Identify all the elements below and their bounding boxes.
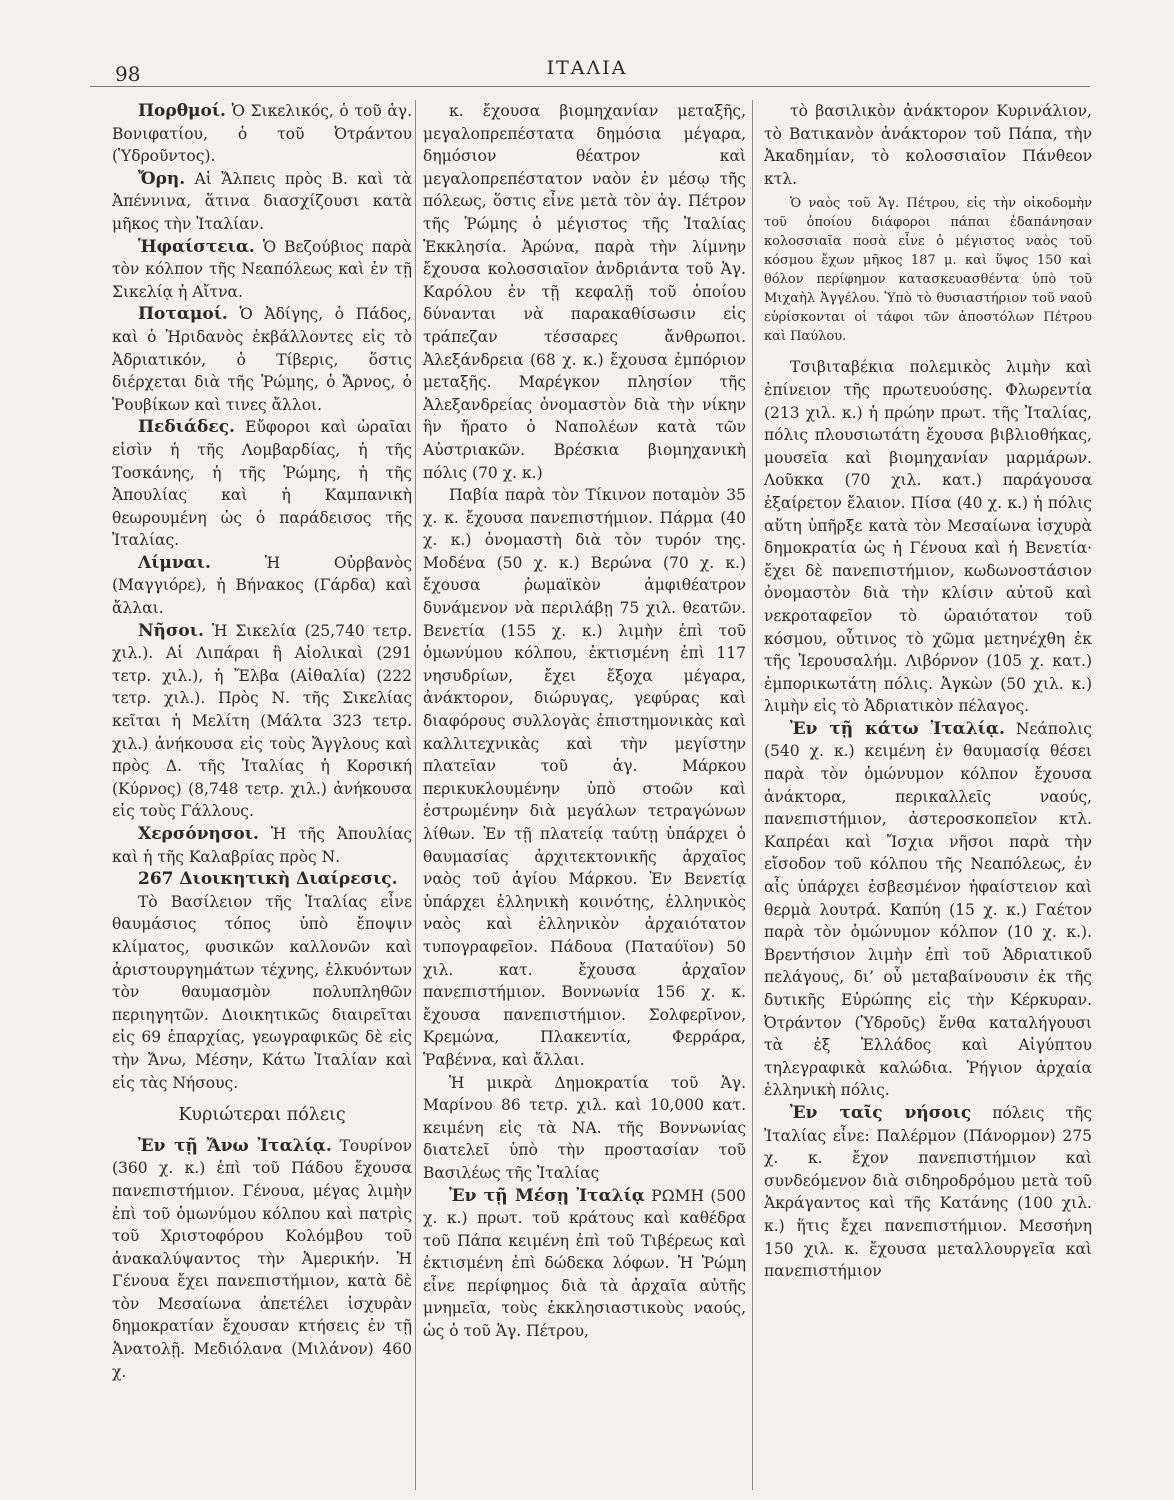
paragraph-text: Αἱ Ἄλπεις πρὸς Β. καὶ τὰ Ἀπέννινα, ἅτινα διασχίζουσι κατὰ μῆκος τὴν Ἰταλίαν. [112,169,412,233]
column-3 [764,100,1092,1485]
paragraph-text: Νεάπολις (540 χ. κ.) κειμένη ἐν θαυμασίᾳ θέσει παρὰ τὸν ὁμώνυμον κόλπον ἔχουσα ἀνάκτορα, περικαλλεῖς ναούς, πανεπιστήμιον, ἀστεροσκοπεῖον κτλ. Καπρέαι καὶ Ἴσχια νῆσοι παρὰ τὴν εἴσοδον τοῦ κόλπου τῆς Νεαπόλεως, ἐν αἷς ὑπάρχει ἐσβεσμένον ἡφαίστειον καὶ θερμὰ λουτρά. Καπύη (15 χ. κ.) Γαέτον παρὰ τὸν ὁμώνυμον κόλπον (10 χ. κ.). Βρεντήσιον λιμὴν ἐπὶ τοῦ Ἀδριατικοῦ πελάγους, δι’ οὗ μεταβαίνουσιν ἐκ τῆς δυτικῆς Εὐρώπης εἰς τὴν Κέρκυραν. Ὀτράντον (Ὑδροῦς) ἔνθα καταλήγουσι τὰ ἐξ Ἑλλάδος καὶ Αἰγύπτου τηλεγραφικὰ καλώδια. Ῥήγιον ἀρχαία ἑλληνικὴ πόλις. [764,719,1092,1100]
text-paragraph [112,303,412,416]
paragraph-lead: Χερσόνησοι. [138,824,259,844]
paragraph-lead: Ὄρη. [138,168,186,189]
text-paragraph [764,718,1092,1102]
section-heading: Κυριώτεραι πόλεις [178,1105,346,1126]
paragraph-lead: 267 Διοικητικὴ Διαίρεσις. [138,869,398,890]
paragraph-text: Τὸ Βασίλειον τῆς Ἰταλίας εἶνε θαυμάσιος τόπος ὑπὸ ἔποψιν κλίματος, φυσικῶν καλλονῶν καὶ ἀριστουργημάτων τέχνης, ἑλκυόντων τὸν θαυμασμὸν πολυπληθῶν περιηγητῶν. Διοικητικῶς διαιρεῖται εἰς 69 ἐπαρχίας, γεωγραφικῶς δὲ εἰς τὴν Ἄνω, Μέσην, Κάτω Ἰταλίαν καὶ εἰς τὰς Νήσους. [112,892,412,1092]
paragraph-lead: Ποταμοί. [138,304,228,325]
text-paragraph [764,1102,1092,1283]
text-paragraph [112,168,412,236]
paragraph-text: Ἡ τῆς Ἀπουλίας καὶ ἡ τῆς Καλαβρίας πρὸς Ν. [112,825,412,866]
paragraph-text: Ὁ Βεζούβιος παρὰ τὸν κόλπον τῆς Νεαπόλεως καὶ ἐν τῇ Σικελίᾳ ἡ Αἴτνα. [112,237,412,301]
paragraph-lead: Ἐν τῇ Μέσῃ Ἰταλίᾳ [449,1185,645,1206]
paragraph-text: Ὁ Ἀδίγης, ὁ Πάδος, καὶ ὁ Ἠριδανὸς ἐκβάλλοντες εἰς τὸ Ἀδριατικόν, ὁ Τίβερις, ὅστις διέρχεται διὰ τῆς Ῥώμης, ὁ Ἄρνος, ὁ Ῥουβίκων καὶ τινες ἄλλοι. [112,305,412,414]
text-paragraph [423,1072,746,1185]
paragraph-lead: Λίμναι. [138,552,211,573]
column-2 [423,100,746,1485]
paragraph-text: Ὁ Σικελικός, ὁ τοῦ ἁγ. Βονιφατίου, ὁ τοῦ Ὀτράντου (Ὑδροῦντος). [112,102,412,166]
text-paragraph [423,100,746,484]
paragraph-text: Ἡ Σικελία (25,740 τετρ. χιλ.). Αἱ Λιπάραι ἢ Αἰολικαὶ (291 τετρ. χιλ.), ἡ Ἔλβα (Αἰθαλία) (222 τετρ. χιλ.). Πρὸς Ν. τῆς Σικελίας κεῖται ἡ Μελίτη (Μάλτα 323 τετρ. χιλ.) ἀνήκουσα εἰς τοὺς Ἄγγλους καὶ πρὸς Δ. τῆς Ἰταλίας ἡ Κορσική (Κύρνος) (8,748 τετρ. χιλ.) ἀνήκουσα εἰς τοὺς Γάλλους. [112,621,412,821]
text-paragraph [112,552,412,620]
column-divider [415,100,416,1490]
text-paragraph [112,236,412,304]
column-divider [752,100,753,1490]
text-paragraph [112,100,412,168]
text-paragraph [112,1135,412,1384]
header-rule [90,86,1090,87]
text-paragraph [112,416,412,552]
text-paragraph [764,356,1092,718]
paragraph-text: κ. ἔχουσα βιομηχανίαν μεταξῆς, μεγαλοπρεπέστατα δημόσια μέγαρα, δημόσιον θέατρον καὶ μεγαλοπρεπέστατον ναὸν ἐν μέσῳ τῆς πόλεως, ὅστις εἶνε μετὰ τὸν ἁγ. Πέτρον τῆς Ῥώμης ὁ μέγιστος τῆς Ἰταλίας Ἐκκλησία. Ἀρώνα, παρὰ τὴν λίμνην ἔχουσα κολοσσιαῖον ἀνδριάντα τοῦ Ἁγ. Καρόλου ἐν τῇ κεφαλῇ τοῦ ὁποίου δύνανται νὰ παρακαθίσωσιν εἰς τράπεζαν τέσσαρες ἄνθρωποι. Ἀλεξάνδρεια (68 χ. κ.) ἔχουσα ἐμπόριον μεταξῆς. Μαρέγκον πλησίον τῆς Ἀλεξανδρείας ὀνομαστὸν διὰ τὴν νίκην ἣν ἤρατο ὁ Ναπολέων κατὰ τῶν Αὐστριακῶν. Βρέσκια βιομηχανικὴ πόλις (70 χ. κ.) [423,102,746,482]
paragraph-lead: Ἡφαίστεια. [138,236,255,257]
paragraph-text: πόλεις τῆς Ἰταλίας εἶνε: Παλέρμον (Πάνορμον) 275 χ. κ. ἔχον πανεπιστήμιον καὶ συνδεόμενον διὰ σιδηροδρόμου μετὰ τοῦ Ἀκράγαντος καὶ τῆς Κατάνης (100 χιλ. κ.) ἥτις ἔχει πανεπιστήμιον. Μεσσήνη 150 χιλ. κ. ἔχουσα μεταλλουργεῖα καὶ πανεπιστήμιον [764,1103,1092,1281]
paragraph-lead: Ἐν ταῖς νήσοις [790,1102,972,1123]
paragraph-lead: Νῆσοι. [138,620,204,641]
paragraph-text: ΡΩΜΗ (500 χ. κ.) πρωτ. τοῦ κράτους καὶ καθέδρα τοῦ Πάπα κειμένη ἐπὶ τοῦ Τιβέρεως καὶ ἐκτισμένη ἐπὶ δώδεκα λόφων. Ἡ Ῥώμη εἶνε περίφημος διὰ τὰ ἀρχαῖα αὐτῆς μνημεῖα, τοὺς ἐκκλησιαστικοὺς ναούς, ὡς ὁ τοῦ Ἁγ. Πέτρου, [423,1186,746,1341]
text-paragraph [112,891,412,1094]
paragraph-text: Εὔφοροι καὶ ὡραῖαι εἰσὶν ἡ τῆς Λομβαρδίας, ἡ τῆς Τοσκάνης, ἡ τῆς Ῥώμης, ἡ τῆς Ἀπουλίας καὶ ἡ Καμπανικὴ θεωρουμένη ὡς ὁ παράδεισος τῆς Ἰταλίας. [112,418,412,550]
text-paragraph [423,484,746,1071]
page-number: 98 [115,62,141,86]
text-paragraph [764,100,1092,190]
paragraph-text: Τουρίνον (360 χ. κ.) ἐπὶ τοῦ Πάδου ἔχουσα πανεπιστήμιον. Γένουα, μέγας λιμὴν ἐπὶ τοῦ ὁμωνύμου κόλπου καὶ πατρὶς τοῦ Χριστοφόρου Κολόμβου τοῦ ἀνακαλύψαντος τὴν Ἀμερικήν. Ἡ Γένουα ἔχει πανεπιστήμιον, κατὰ δὲ τὸν Μεσαίωνα ἀπετέλει ἰσχυρὰν δημοκρατίαν ἔχουσαν κτήσεις ἐν τῇ Ἀνατολῇ. Μεδιόλανα (Μιλάνον) 460 χ. [112,1136,412,1381]
footnote-paragraph: Ὁ ναὸς τοῦ Ἁγ. Πέτρου, εἰς τὴν οἰκοδομὴν τοῦ ὁποίου διάφοροι πάπαι ἐδαπάνησαν κολοσσιαῖα ποσὰ εἶνε ὁ μέγιστος ναὸς τοῦ κόσμου ἔχων μῆκος 187 μ. καὶ ὕψος 150 καὶ θόλον περίφημον κατασκευασθέντα ὑπὸ τοῦ Μιχαὴλ Ἀγγέλου. Ὑπὸ τὸ θυσιαστήριον τοῦ ναοῦ εὑρίσκονται οἱ τάφοι τῶν ἀποστόλων Πέτρου καὶ Παύλου. [764,196,1092,345]
paragraph-text: Ἡ μικρὰ Δημοκρατία τοῦ Ἁγ. Μαρίνου 86 τετρ. χιλ. καὶ 10,000 κατ. κειμένη εἰς τὰ ΝΑ. τῆς Βοννωνίας διατελεῖ ὑπὸ τὴν προστασίαν τοῦ Βασιλέως τῆς Ἰταλίας [423,1073,746,1182]
text-paragraph [112,620,412,823]
paragraph-lead: Πεδιάδες. [138,417,235,438]
paragraph-text: τὸ βασιλικὸν ἀνάκτορον Κυρινάλιον, τὸ Βατικανὸν ἀνάκτορον τοῦ Πάπα, τὴν Ἀκαδημίαν, τὸ κολοσσιαῖον Πάνθεον κτλ. [764,102,1092,188]
paragraph-lead: Πορθμοί. [138,101,226,121]
paragraph-text: Παβία παρὰ τὸν Τίκινον ποταμὸν 35 χ. κ. ἔχουσα πανεπιστήμιον. Πάρμα (40 χ. κ.) ὀνομαστὴ διὰ τὸν τυρόν της. Μοδένα (50 χ. κ.) Βερώνα (70 χ. κ.) ἔχουσα ῥωμαϊκὸν ἀμφιθέατρον δυνάμενον νὰ περιλάβῃ 75 χιλ. θεατῶν. Βενετία (155 χ. κ.) λιμὴν ἐπὶ τοῦ ὁμωνύμου κόλπου, ἐκτισμένη ἐπὶ 117 νησυδρίων, ἔχει ἔξοχα μέγαρα, ἀνάκτορον, διώρυγας, γεφύρας καὶ διαφόρους συλλογὰς ἐπιστημονικὰς καὶ καλλιτεχνικὰς καὶ τὴν μεγίστην πλατεῖαν τοῦ ἁγ. Μάρκου περικυκλουμένην ὑπὸ στοῶν καὶ ἐστρωμένην διὰ μεγάλων τετραγώνων λίθων. Ἐν τῇ πλατείᾳ ταύτῃ ὑπάρχει ὁ θαυμασίας ἀρχιτεκτονικῆς ἀρχαῖος ναὸς τοῦ ἁγίου Μάρκου. Ἐν Βενετίᾳ ὑπάρχει ἑλληνικὴ κοινότης, ἑλληνικὸς ναὸς καὶ ἑλληνικὸν ἀρχαιότατον τυπογραφεῖον. Πάδουα (Παταύϊον) 50 χιλ. κατ. ἔχουσα ἀρχαῖον πανεπιστήμιον. Βοννωνία 156 χ. κ. ἔχουσα πανεπιστήμιον. Σολφερῖνον, Κρεμώνα, Πλακεντία, Φερράρα, Ῥαβέννα, καὶ ἄλλαι. [423,486,746,1069]
text-paragraph [112,823,412,868]
paragraph-text: Ἡ Οὐρβανὸς (Μαγγιόρε), ἡ Βήνακος (Γάρδα) καὶ ἄλλαι. [112,553,412,618]
paragraph-text: Τσιβιταβέκια πολεμικὸς λιμὴν καὶ ἐπίνειον τῆς πρωτευούσης. Φλωρεντία (213 χιλ. κ.) ἡ πρώην πρωτ. τῆς Ἰταλίας, πόλις πλουσιωτάτη ἔχουσα βιβλιοθήκας, μουσεῖα καὶ βιομηχανίαν μαρμάρων. Λοῦκκα (70 χιλ. κατ.) παράγουσα ἐξαίρετον ἔλαιον. Πίσα (40 χ. κ.) ἡ πόλις αὕτη ὑπῆρξε κατὰ τὸν Μεσαίωνα ἰσχυρὰ δημοκρατία ὡς ἡ Γένουα καὶ ἡ Βενετία· ἔχει δὲ πανεπιστήμιον, κωδωνοστάσιον ὀνομαστὸν διὰ τὴν κλίσιν αὐτοῦ καὶ νεκροταφεῖον τὸ ὡραιότατον τοῦ κόσμου, οὗτινος τὸ χῶμα μετηνέχθη ἐκ τῆς Ἱερουσαλήμ. Λιβόρνον (105 χ. κατ.) ἐμπορικωτάτη πόλις. Ἀγκὼν (50 χιλ. κ.) λιμὴν εἰς τὸ Ἀδριατικὸν πέλαγος. [764,358,1092,716]
column-1 [112,100,412,1485]
text-paragraph [112,868,412,891]
running-head: ΙΤΑΛΙΑ [546,57,628,79]
paragraph-lead: Ἐν τῇ κάτω Ἰταλίᾳ. [790,718,1005,739]
text-paragraph [423,1185,746,1343]
paragraph-lead: Ἐν τῇ Ἄνω Ἰταλίᾳ. [138,1135,332,1156]
